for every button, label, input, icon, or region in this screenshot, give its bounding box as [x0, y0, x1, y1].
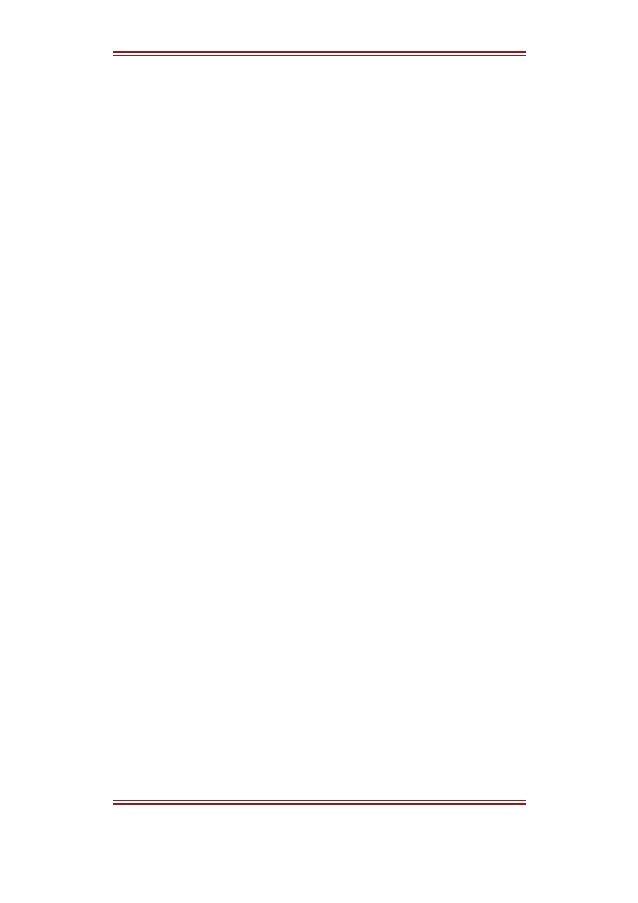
footer-rule-thin — [113, 800, 526, 801]
header-rule-thin — [113, 55, 526, 56]
page-heading — [116, 71, 536, 90]
header-rule-thick — [113, 51, 526, 53]
code-listing — [116, 70, 536, 93]
footer-rule-thick — [113, 803, 526, 805]
